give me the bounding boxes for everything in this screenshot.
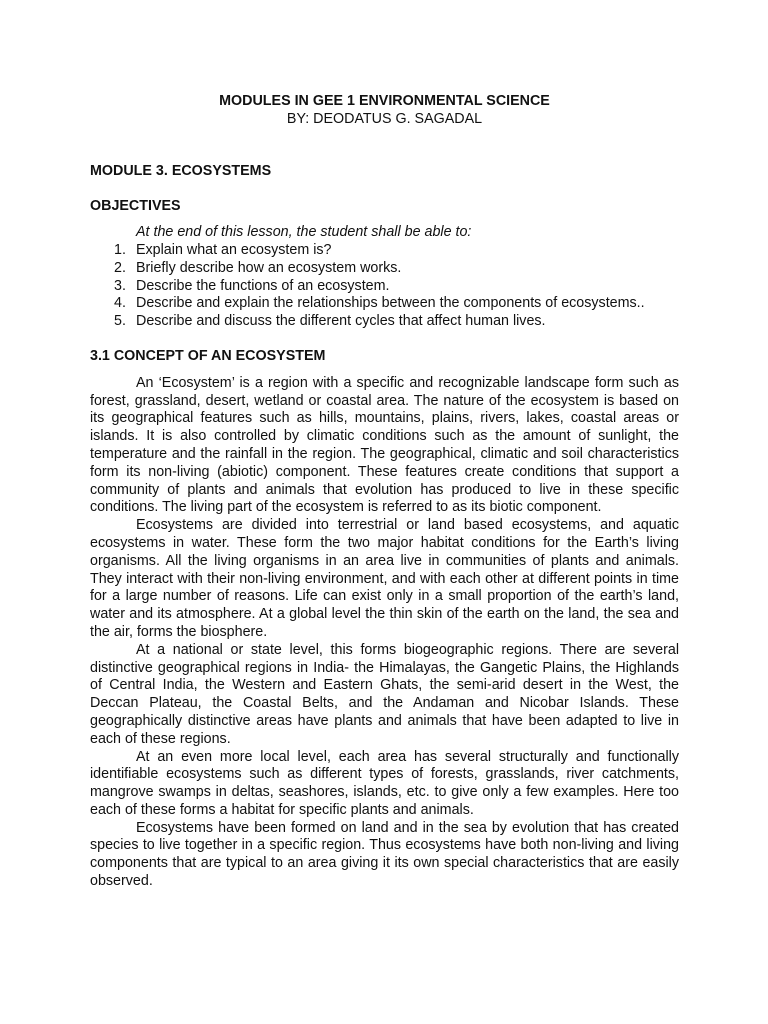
body-paragraph: Ecosystems have been formed on land and in the sea by evolution that has created species to live together in a specific region. Thus ecosystems have both non-living and living components that are typical to an area giving it its own special characteristics that are easily observed. xyxy=(90,819,679,890)
objective-text: Explain what an ecosystem is? xyxy=(136,241,332,258)
objective-number: 3. xyxy=(114,277,126,294)
document-header xyxy=(90,93,679,129)
module-title: MODULE 3. ECOSYSTEMS xyxy=(90,162,272,179)
objective-number: 1. xyxy=(114,241,126,258)
objectives-list xyxy=(90,242,679,331)
objective-number: 2. xyxy=(114,259,126,276)
objectives-heading: OBJECTIVES xyxy=(90,198,181,215)
body-paragraph: At a national or state level, this forms biogeographic regions. There are several distinctive geographical regions in India- the Himalayas, the Gangetic Plains, the Highlands of Central India, the Western and Eastern Ghats, the semi-arid desert in the West, the Deccan Plateau, the Coastal Belts, and the Andaman and Nicobar Islands. These geographically distinctive areas have plants and animals that have been adapted to live in each of these regions. xyxy=(90,641,679,747)
objectives-intro: At the end of this lesson, the student shall be able to: xyxy=(136,224,472,241)
body-paragraph: At an even more local level, each area has several structurally and functionally identifiable ecosystems such as different types of forests, grasslands, river catchments, mangrove swamps in deltas, seashores, islands, etc. to give only a few examples. Here too each of these forms a habitat for specific plants and animals. xyxy=(90,748,679,818)
objective-text: Describe and explain the relationships between the components of ecosystems.. xyxy=(136,295,645,312)
objective-item xyxy=(90,313,679,331)
objective-text: Describe the functions of an ecosystem. xyxy=(136,277,390,294)
objective-number: 5. xyxy=(114,313,126,330)
document-page xyxy=(90,93,679,891)
document-author: BY: DEODATUS G. SAGADAL xyxy=(286,110,483,127)
body-paragraph: An ‘Ecosystem’ is a region with a specific and recognizable landscape form such as forest, grassland, desert, wetland or coastal area. The nature of the ecosystem is based on its geographical features such as hills, mountains, plains, rivers, lakes, coastal areas or islands. It is also controlled by climatic conditions such as the amount of sunlight, the temperature and the rainfall in the region. The geographical, climatic and soil characteristics form its non-living (abiotic) component. These features create conditions that support a community of plants and animals that evolution has produced to live in these specific conditions. The living part of the ecosystem is referred to as its biotic component. xyxy=(90,374,679,516)
objective-item xyxy=(90,242,679,260)
objective-item xyxy=(90,295,679,313)
objective-item xyxy=(90,278,679,296)
objective-text: Describe and discuss the different cycles that affect human lives. xyxy=(136,313,546,330)
objective-item xyxy=(90,260,679,278)
objective-number: 4. xyxy=(114,295,126,312)
section-heading: 3.1 CONCEPT OF AN ECOSYSTEM xyxy=(90,347,326,364)
objective-text: Briefly describe how an ecosystem works. xyxy=(136,259,402,276)
document-title: MODULES IN GEE 1 ENVIRONMENTAL SCIENCE xyxy=(219,93,550,109)
body-paragraph: Ecosystems are divided into terrestrial or land based ecosystems, and aquatic ecosystems in water. These form the two major habitat conditions for the Earth’s living organisms. All the living organisms in an area live in communities of plants and animals. They interact with their non-living environment, and with each other at different points in time for a large number of reasons. Life can exist only in a small proportion of the earth’s land, water and its atmosphere. At a global level the thin skin of the earth on the land, the sea and the air, forms the biosphere. xyxy=(90,517,679,640)
